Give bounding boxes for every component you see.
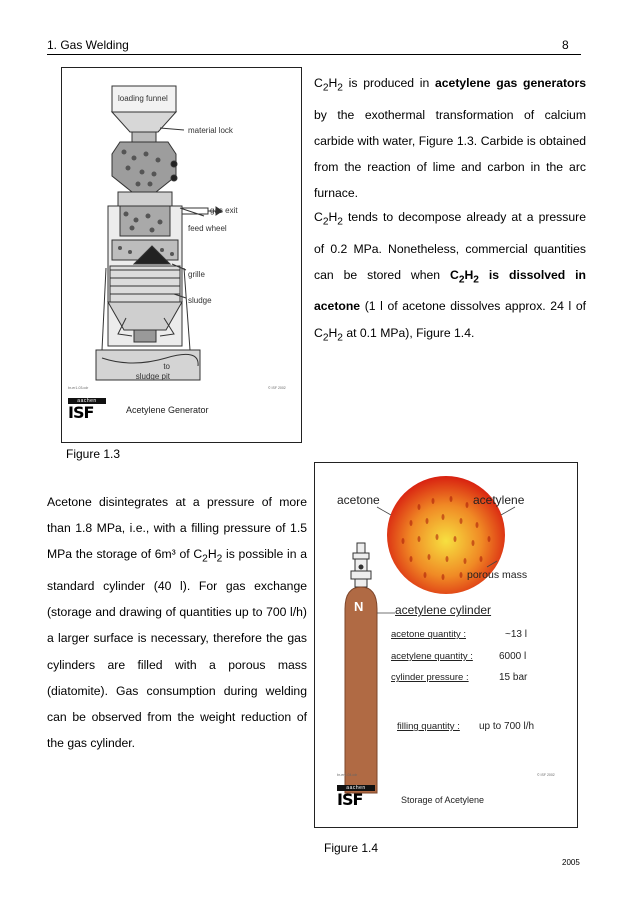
label-loading-funnel: loading funnel: [118, 94, 168, 103]
label-acetylene-cylinder: acetylene cylinder: [395, 603, 492, 617]
isf-logo: aachen ISF: [68, 398, 106, 420]
figure-1-3-caption: Figure 1.3: [66, 447, 121, 461]
figure-1-4-file-code: br-er1-04.cdr: [337, 773, 358, 777]
label-porous-mass: porous mass: [467, 569, 528, 581]
figure-1-3-frame: [61, 67, 302, 443]
cylinder-n-mark: N: [354, 599, 364, 614]
value-acetone-quantity: ~13 l: [505, 629, 527, 640]
isf-logo: aachen ISF: [337, 785, 375, 807]
label-acetone-quantity: acetone quantity :: [391, 629, 466, 640]
value-filling-quantity: up to 700 l/h: [479, 721, 535, 732]
chapter-title: 1. Gas Welding: [47, 38, 129, 52]
acetylene-generator-drawing: [62, 68, 301, 442]
footer-year: 2005: [562, 858, 580, 867]
label-grille: grille: [188, 270, 205, 279]
label-to-sludge-pit: to sludge pit: [135, 362, 170, 381]
paragraph-acetone-pressure: Acetone disintegrates at a pressure of more than 1.8 MPa, i.e., with a filling pressure of 1.5 MPa the storage of 6m³ of $C_2H_2$ is possible in a standard cylinder (40 l). For gas exchange (storage and drawing of quantities up to 700 l/h) a larger surface is necessary, therefore the gas cylinders are filled with a porous mass (diatomite). Gas consumption during welding can be observed from the weight reduction of the gas cylinder.: [47, 495, 308, 751]
figure-1-4-frame: [314, 462, 578, 828]
paragraph-acetylene-production: $C_2H_2$ is produced in acetylene gas generators by the exothermal transformation of calcium carbide with water, Figure 1.3. Carbide is obtained from the reaction of lime and carbon in the arc furnace.: [314, 76, 586, 201]
label-material-lock: material lock: [188, 126, 233, 135]
figure-1-3-title: Acetylene Generator: [126, 405, 209, 415]
figure-1-4-caption: Figure 1.4: [324, 841, 379, 855]
label-feed-wheel: feed wheel: [188, 224, 227, 233]
value-cylinder-pressure: 15 bar: [499, 672, 528, 683]
label-cylinder-pressure: cylinder pressure :: [391, 672, 469, 683]
figure-1-3-file-code: br-er1-03.cdr: [68, 386, 89, 390]
header-rule: [47, 54, 581, 55]
label-acetylene-quantity: acetylene quantity :: [391, 651, 473, 662]
label-filling-quantity: filling quantity :: [397, 721, 460, 732]
paragraph-acetylene-storage: $C_2H_2$ tends to decompose already at a pressure of 0.2 MPa. Nonetheless, commercial quantities can be stored when $C_2H_2$ is dissolved in acetone (1 l of acetone dissolves approx. 24 l of $C_2H_2$ at 0.1 MPa), Figure 1.4.: [314, 210, 586, 344]
label-acetone: acetone: [337, 493, 380, 507]
label-sludge: sludge: [188, 296, 212, 305]
figure-1-4-title: Storage of Acetylene: [401, 795, 485, 805]
label-gas-exit: gas exit: [210, 206, 238, 215]
value-acetylene-quantity: 6000 l: [499, 651, 527, 662]
figure-1-4-copyright: © ISF 2002: [537, 773, 555, 777]
label-acetylene: acetylene: [473, 493, 525, 507]
figure-1-3-copyright: © ISF 2002: [268, 386, 286, 390]
page-number: 8: [562, 38, 569, 52]
